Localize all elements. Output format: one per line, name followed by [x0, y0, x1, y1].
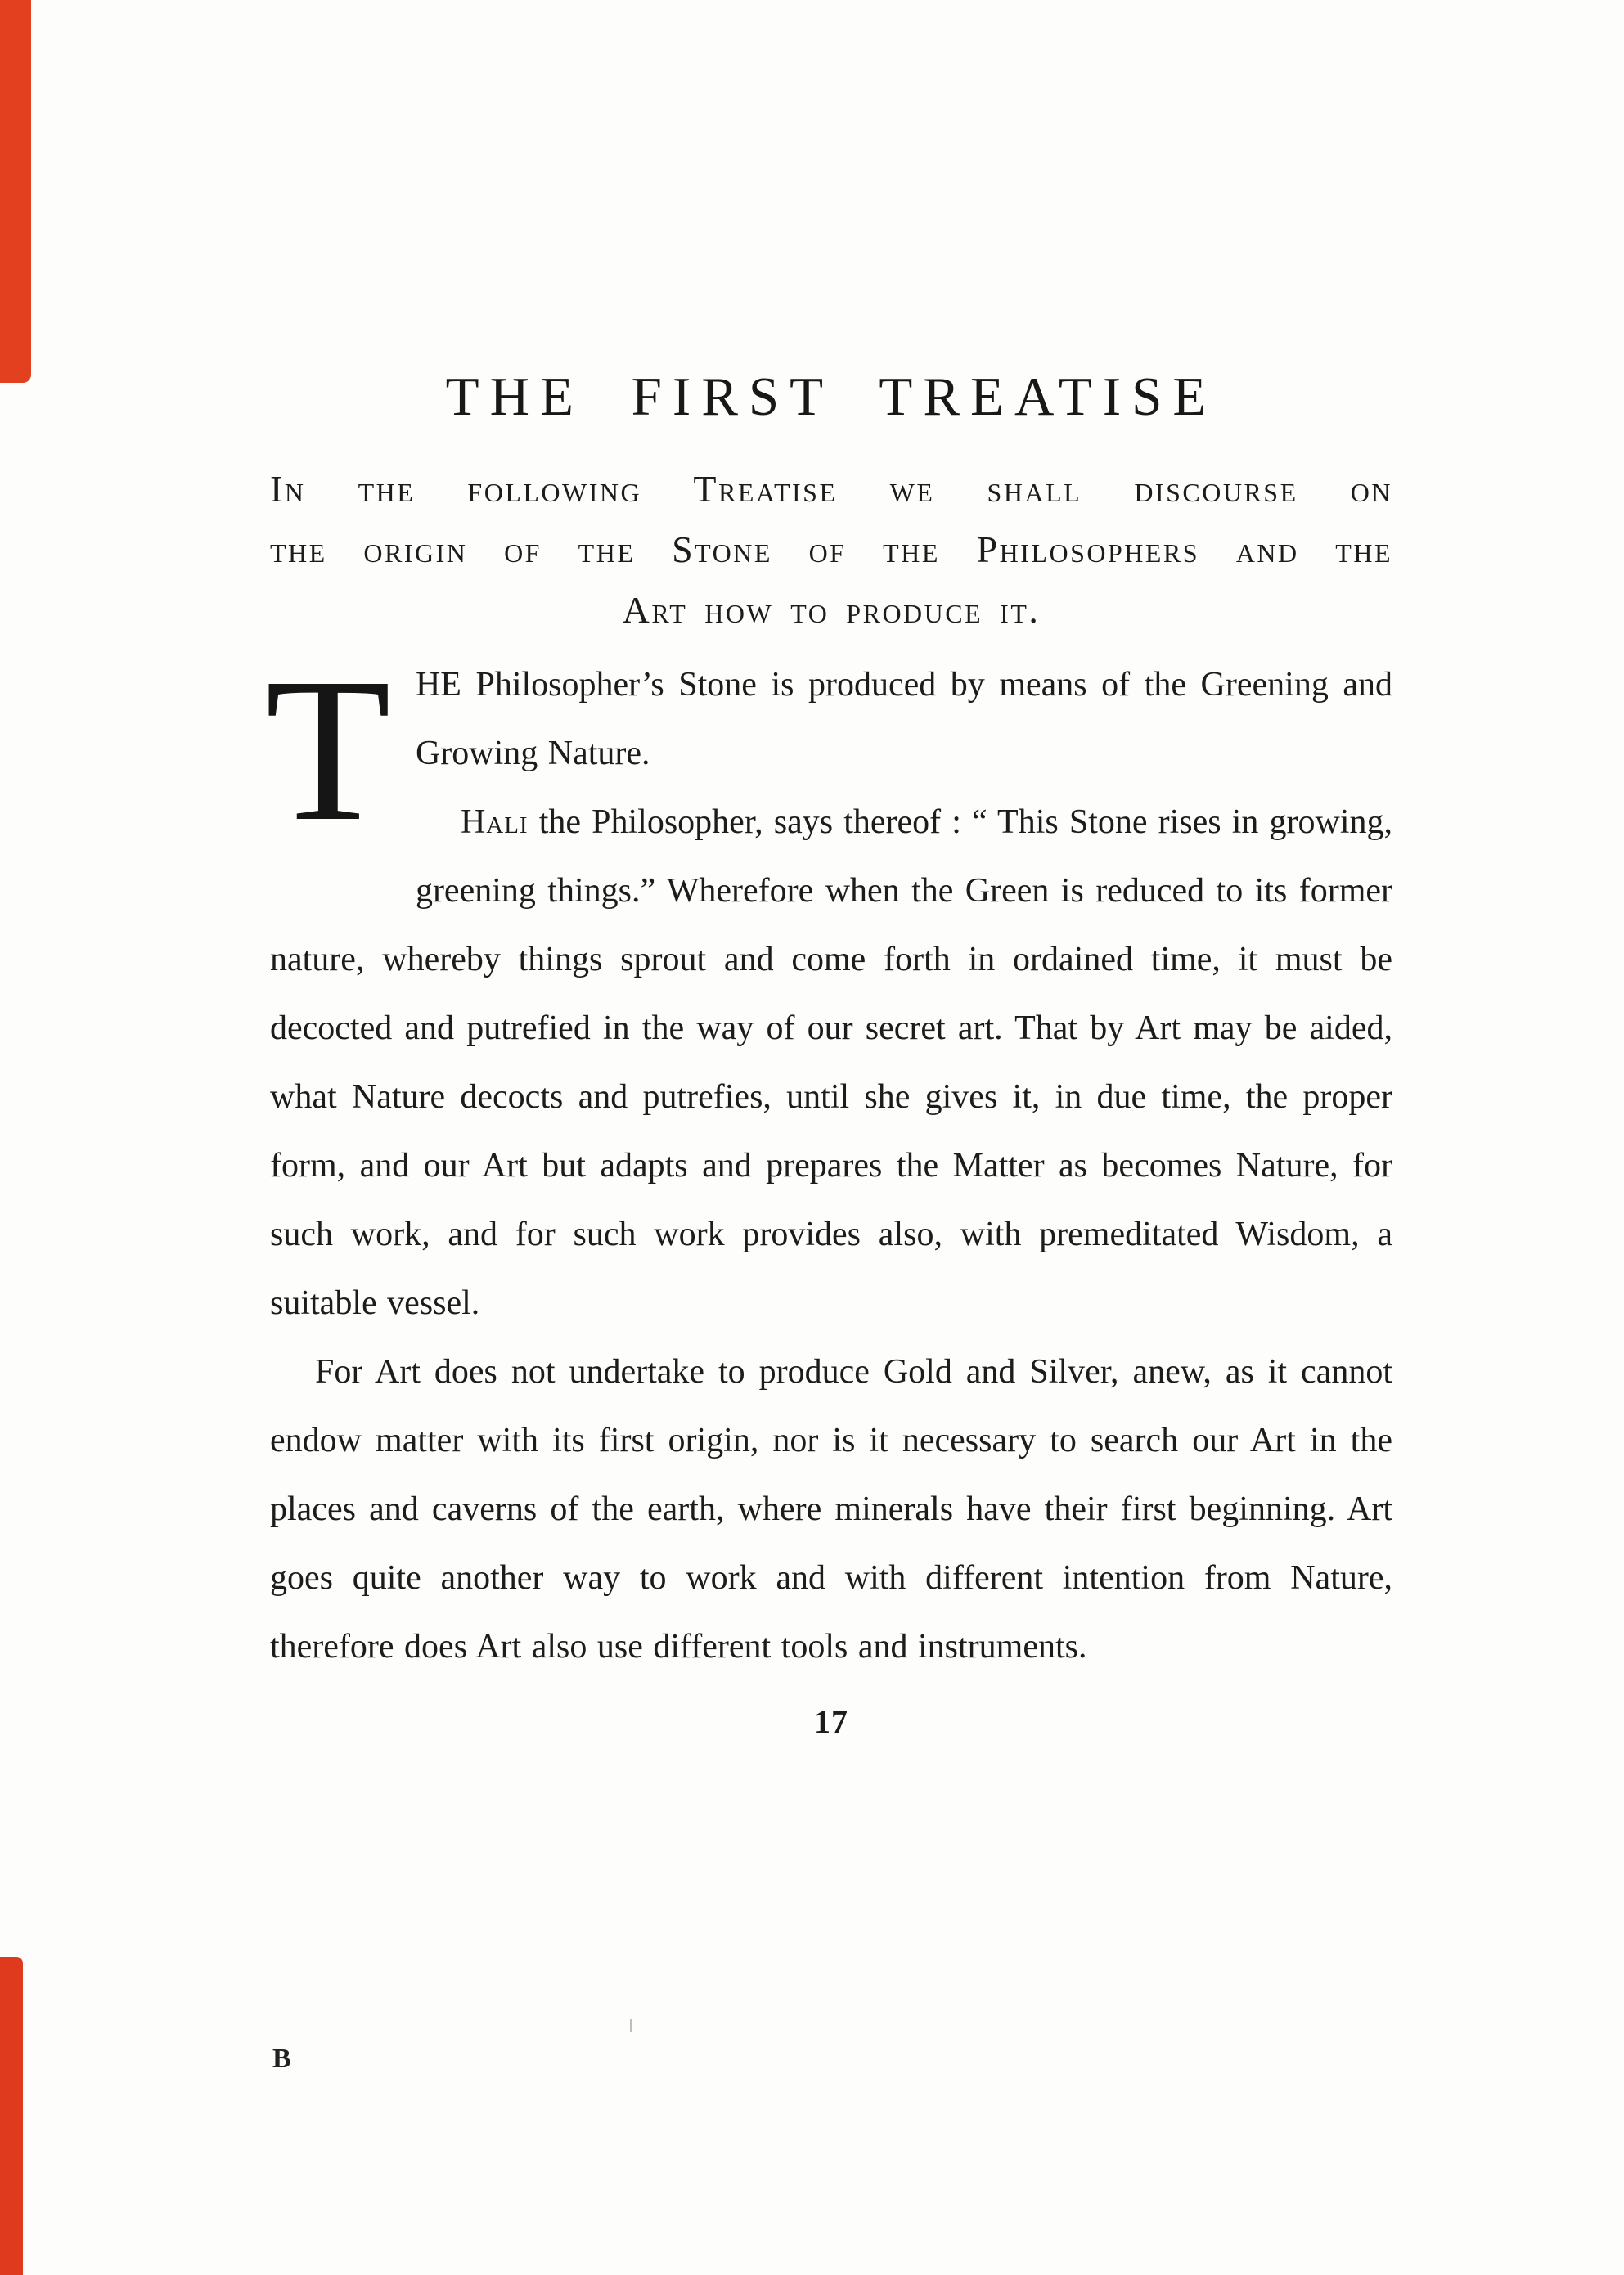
scan-artifact — [630, 2019, 632, 2032]
summary-line: Art how to produce it. — [622, 589, 1041, 631]
text-block — [265, 366, 1392, 1741]
paragraph: HE Philosopher’s Stone is produced by means of the Greening and Growing Nature. — [415, 666, 1392, 772]
speaker-name: Hali — [460, 803, 529, 841]
page-number: 17 — [814, 1703, 848, 1740]
paragraph-text: the Philosopher, says thereof : “ This Stone rises in growing, greening things.” Wherefore when the Green is reduced to its former nature, whereby things sprout and come forth in ordained time, it must be decocted and putrefied in the way of our secret art. That by Art may be aided, what Nature decocts and putrefies, until she gives it, in due time, the proper form, and our Art but adapts and prepares the Matter as becomes Nature, for such work, and for such work provides also, with premeditated Wisdom, a suitable vessel. — [270, 803, 1392, 1322]
summary-line: the origin of the Stone of the Philosophers and the — [270, 528, 1392, 570]
summary-line: In the following Treatise we shall discourse on — [270, 468, 1392, 510]
red-edge-stripe-bottom — [0, 1957, 23, 2275]
signature-mark: B — [272, 2043, 292, 2074]
chapter-summary — [270, 459, 1392, 641]
red-edge-stripe-top — [0, 0, 31, 383]
paragraph: For Art does not undertake to produce Gold and Silver, anew, as it cannot endow matter with its first origin, nor is it necessary to search our Art in the places and caverns of the earth, where minerals have their first beginning. Art goes quite another way to work and with different intention from Nature, therefore does Art also use different tools and instruments. — [270, 1353, 1392, 1666]
paragraph — [270, 788, 1392, 1338]
body-text — [265, 635, 1392, 1681]
chapter-title: THE FIRST TREATISE — [445, 366, 1217, 427]
dropcap-letter: T — [265, 635, 391, 864]
